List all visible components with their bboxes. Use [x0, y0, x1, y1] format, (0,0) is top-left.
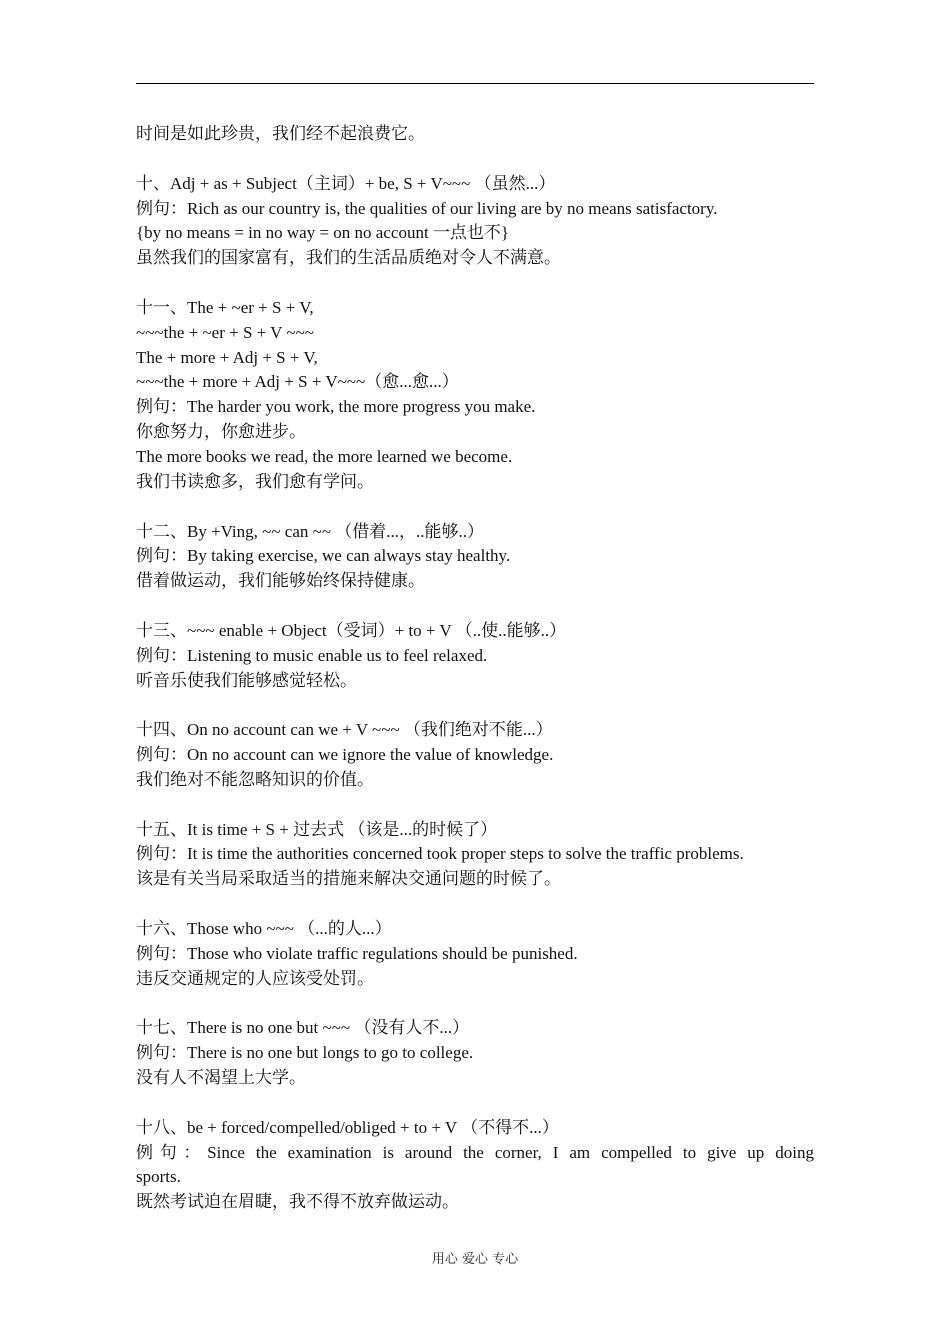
translation-line: 你愈努力，你愈进步。 — [136, 422, 306, 442]
section-18 — [136, 1116, 814, 1215]
example-sentence: 例句：By taking exercise, we can always stay healthy. — [136, 546, 511, 566]
translation-line: 我们绝对不能忽略知识的价值。 — [136, 769, 374, 789]
translation-line: 我们书读愈多，我们愈有学问。 — [136, 471, 374, 491]
section-12 — [136, 520, 814, 595]
document-body — [136, 122, 814, 1215]
blank-line — [136, 594, 814, 619]
section-heading: 十二、By +Ving, ~~ can ~~ （借着...，..能够..） — [136, 521, 485, 541]
translation-line: 违反交通规定的人应该受处罚。 — [136, 968, 374, 988]
example-sentence: 例句：Those who violate traffic regulations should be punished. — [136, 943, 578, 963]
pattern-line: ~~~the + more + Adj + S + V~~~（愈...愈...） — [136, 372, 459, 392]
section-15 — [136, 818, 814, 893]
pattern-line: The + more + Adj + S + V, — [136, 347, 318, 367]
blank-line — [136, 147, 814, 172]
header-rule — [136, 83, 814, 84]
section-heading: 十一、The + ~er + S + V, — [136, 297, 314, 317]
example-sentence-continued: sports. — [136, 1167, 181, 1187]
example-sentence: 例句：Since the examination is around the corner, I am compelled to give up doing — [136, 1142, 814, 1162]
blank-line — [136, 495, 814, 520]
example-sentence: 例句：Listening to music enable us to feel relaxed. — [136, 645, 488, 665]
section-heading: 十八、be + forced/compelled/obliged + to + V （不得不...） — [136, 1117, 559, 1137]
blank-line — [136, 271, 814, 296]
example-sentence: 例句：It is time the authorities concerned took proper steps to solve the traffic problems. — [136, 844, 744, 864]
example-sentence: 例句：There is no one but longs to go to college. — [136, 1043, 474, 1063]
section-16 — [136, 917, 814, 992]
example-sentence: 例句：Rich as our country is, the qualities of our living are by no means satisfactory. — [136, 198, 718, 218]
section-heading: 十三、~~~ enable + Object（受词）+ to + V （..使..能够..） — [136, 620, 567, 640]
section-17 — [136, 1016, 814, 1091]
section-heading: 十六、Those who ~~~ （...的人...） — [136, 919, 392, 938]
section-13 — [136, 619, 814, 694]
section-11 — [136, 296, 814, 495]
blank-line — [136, 992, 814, 1017]
intro-line: 时间是如此珍贵，我们经不起浪费它。 — [136, 124, 425, 143]
example-sentence: 例句：The harder you work, the more progress you make. — [136, 397, 536, 417]
translation-line: 借着做运动，我们能够始终保持健康。 — [136, 571, 425, 591]
blank-line — [136, 693, 814, 718]
translation-line: 既然考试迫在眉睫，我不得不放弃做运动。 — [136, 1192, 459, 1212]
blank-line — [136, 1091, 814, 1116]
translation-line: 没有人不渴望上大学。 — [136, 1068, 306, 1088]
example-sentence: The more books we read, the more learned we become. — [136, 446, 513, 466]
section-heading: 十五、It is time + S + 过去式 （该是...的时候了） — [136, 819, 498, 839]
translation-line: 虽然我们的国家富有，我们的生活品质绝对令人不满意。 — [136, 248, 561, 268]
pattern-line: ~~~the + ~er + S + V ~~~ — [136, 322, 314, 342]
section-10 — [136, 172, 814, 271]
example-sentence: 例句：On no account can we ignore the value of knowledge. — [136, 745, 554, 765]
section-heading: 十七、There is no one but ~~~ （没有人不...） — [136, 1018, 470, 1038]
blank-line — [136, 793, 814, 818]
section-14 — [136, 718, 814, 793]
translation-line: 听音乐使我们能够感觉轻松。 — [136, 670, 357, 690]
section-heading: 十、Adj + as + Subject（主词）+ be, S + V~~~ （虽然...） — [136, 173, 556, 193]
section-heading: 十四、On no account can we + V ~~~ （我们绝对不能...） — [136, 720, 553, 740]
blank-line — [136, 892, 814, 917]
page-footer: 用心 爱心 专心 — [431, 1252, 519, 1267]
translation-line: 该是有关当局采取适当的措施来解决交通问题的时候了。 — [136, 869, 561, 889]
note-line: {by no means = in no way = on no account 一点也不} — [136, 223, 510, 243]
